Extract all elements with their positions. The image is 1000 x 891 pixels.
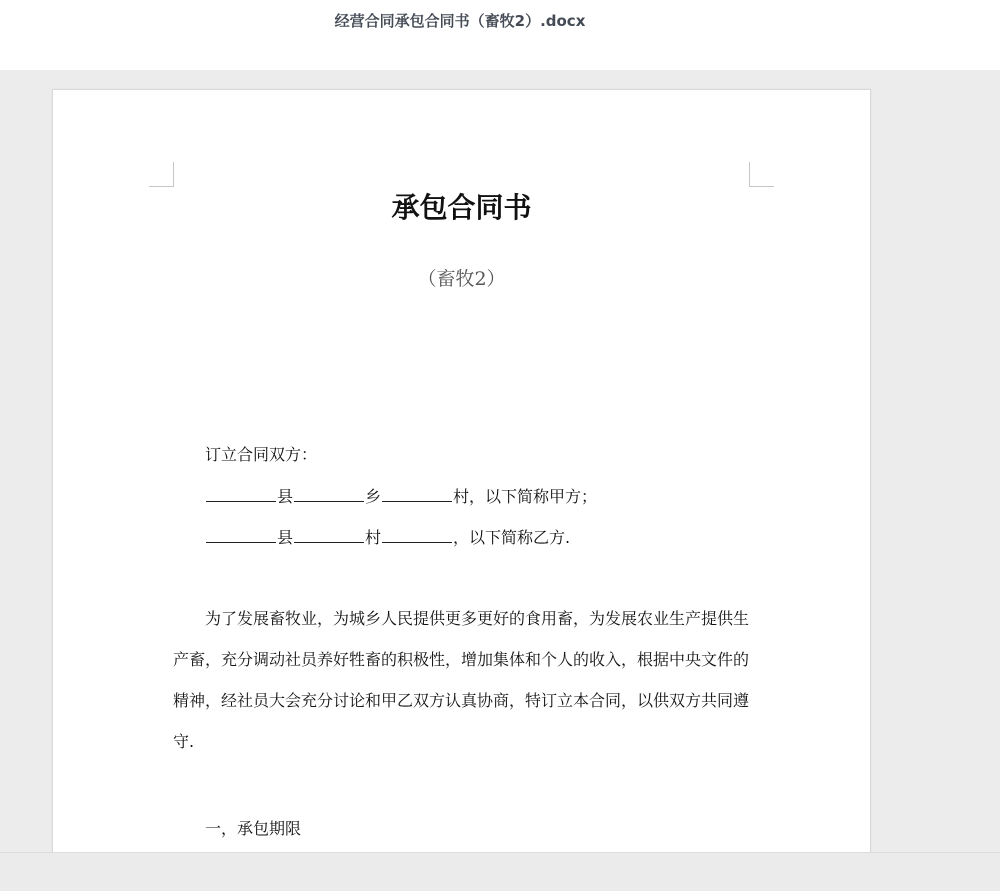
blank-field	[294, 484, 364, 502]
document-title: 承包合同书	[391, 191, 532, 224]
preamble-paragraph: 为了发展畜牧业，为城乡人民提供更多更好的食用畜，为发展农业生产提供生产畜，充分调动社员养好牲畜的积极性，增加集体和个人的收入，根据中央文件的精神，经社员大会充分讨论和甲乙双方认真协商，特订立本合同，以供双方共同遵守.	[173, 609, 750, 751]
party-a-line	[205, 484, 597, 507]
blank-field	[294, 525, 364, 543]
party-a-text-1: 县	[277, 487, 294, 506]
blank-field	[382, 484, 452, 502]
party-b-text-2: 村	[365, 528, 382, 547]
crop-mark-top-left	[149, 162, 174, 187]
crop-mark-top-right	[749, 162, 774, 187]
document-subtitle: （畜牧2）	[417, 268, 506, 290]
party-b-text-3: ，以下简称乙方.	[453, 528, 571, 547]
party-b-line	[205, 525, 570, 548]
blank-field	[206, 484, 276, 502]
parties-intro: 订立合同双方：	[205, 445, 318, 464]
section-heading-1: 一，承包期限	[205, 819, 302, 838]
title-bar	[0, 0, 1000, 70]
file-title: 经营合同承包合同书（畜牧2）.docx	[334, 12, 586, 30]
blank-field	[382, 525, 452, 543]
bottom-bar	[0, 852, 1000, 891]
party-a-text-3: 村，以下简称甲方；	[453, 487, 598, 506]
party-b-text-1: 县	[277, 528, 294, 547]
blank-field	[206, 525, 276, 543]
party-a-text-2: 乡	[365, 487, 382, 506]
document-page	[52, 89, 871, 854]
